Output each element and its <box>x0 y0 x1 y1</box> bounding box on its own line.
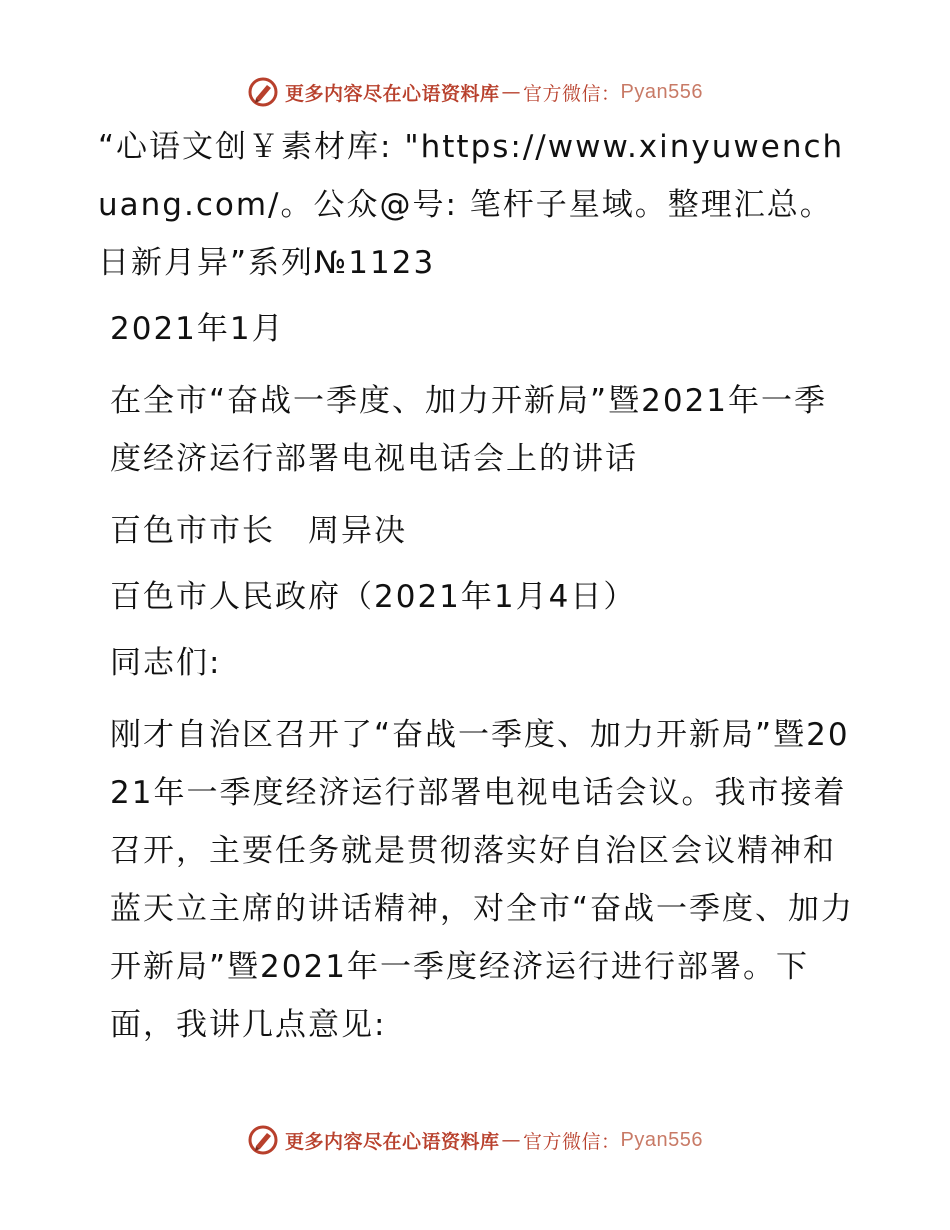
watermark-banner-top <box>0 72 950 112</box>
greeting: 同志们: <box>110 645 222 681</box>
banner-dash: — <box>501 1129 522 1151</box>
pen-logo-icon <box>247 76 279 108</box>
header-note: “心语文创￥素材库: "https://www.xinyuwenchuang.com/。公众@号: 笔杆子星域。整理汇总。日新月异”系列№1123 <box>98 129 845 281</box>
speaker-line: 百色市市长 周异决 <box>110 513 407 549</box>
document-title: 在全市“奋战一季度、加力开新局”暨2021年一季度经济运行部署电视电话会上的讲话 <box>110 383 828 477</box>
pen-logo-icon <box>247 1124 279 1156</box>
banner-wechat-label: 官方微信： <box>523 1130 621 1153</box>
org-date-line: 百色市人民政府（2021年1月4日） <box>110 579 637 615</box>
banner-wechat-label: 官方微信： <box>523 82 621 105</box>
banner-text: 更多内容尽在心语资料库 <box>285 1130 500 1153</box>
watermark-banner-bottom <box>0 1120 950 1160</box>
document-date: 2021年1月 <box>110 311 285 347</box>
banner-wechat-id: Pyan556 <box>620 80 703 103</box>
body-paragraph: 刚才自治区召开了“奋战一季度、加力开新局”暨2021年一季度经济运行部署电视电话会议。我市接着召开，主要任务就是贯彻落实好自治区会议精神和蓝天立主席的讲话精神，对全市“奋战一季度、加力开新局”暨2021年一季度经济运行进行部署。下面，我讲几点意见: <box>110 717 855 1043</box>
banner-dash: — <box>501 81 522 103</box>
banner-wechat-id: Pyan556 <box>620 1128 703 1151</box>
document-body <box>98 118 858 1054</box>
banner-text: 更多内容尽在心语资料库 <box>285 82 500 105</box>
